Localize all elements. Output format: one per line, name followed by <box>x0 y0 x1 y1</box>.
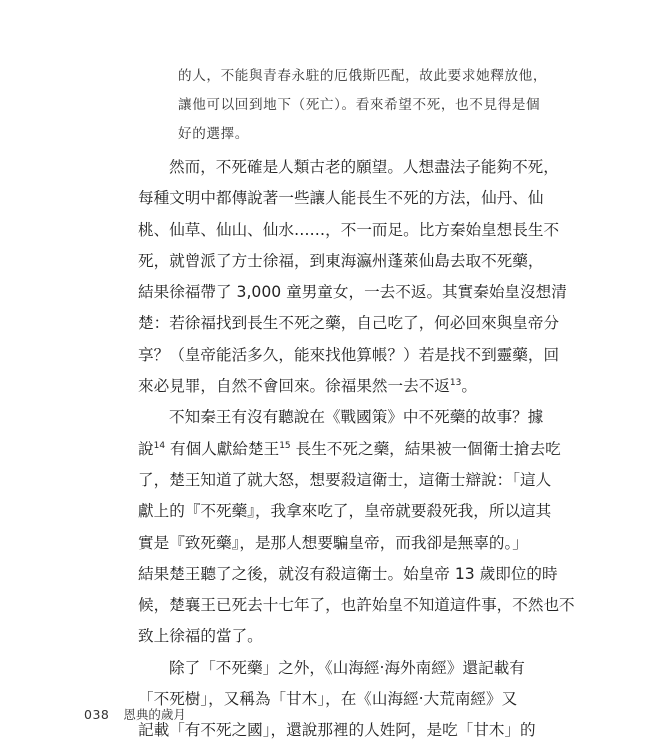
quote-line: 讓他可以回到地下（死亡）。看來希望不死，也不見得是個 <box>178 97 541 113</box>
page-number: 038 <box>84 707 110 722</box>
text-line: 每種文明中都傳說著一些讓人能長生不死的方法，仙丹、仙 <box>138 189 544 208</box>
text-line: 楚：若徐福找到長生不死之藥，自己吃了，何必回來與皇帝分 <box>138 314 560 333</box>
text-line: 桃、仙草、仙山、仙水……，不一而足。比方秦始皇想長生不 <box>138 220 560 239</box>
paragraph-1 <box>138 152 567 402</box>
text-segment: 有個人獻給楚王 <box>165 439 280 458</box>
text-line: 實是『致死藥』，是那人想要騙皇帝，而我卻是無辜的。」 <box>138 533 528 552</box>
text-line: 然而，不死確是人類古老的願望。人想盡法子能夠不死， <box>169 158 559 176</box>
quote-line: 好的選擇。 <box>178 126 249 142</box>
body-text <box>138 152 575 747</box>
paragraph-3 <box>138 653 536 747</box>
footnote-ref-14[interactable]: 14 <box>153 440 166 451</box>
text-line: 致上徐福的當了。 <box>138 627 263 646</box>
text-line: 不知秦王有沒有聽說在《戰國策》中不死藥的故事？據 <box>169 408 544 427</box>
text-segment: 說 <box>138 439 154 458</box>
footnote-ref-15[interactable]: 15 <box>279 440 291 451</box>
text-line: 獻上的『不死藥』，我拿來吃了，皇帝就要殺死我，所以這其 <box>138 502 552 521</box>
paragraph-2 <box>138 402 575 652</box>
text-line: 候，楚襄王已死去十七年了，也許始皇不知道這件事，不然也不 <box>138 596 575 615</box>
text-segment: 。 <box>461 377 477 396</box>
page-footer <box>84 705 186 723</box>
text-line: 記載「有不死之國」，還說那裡的人姓阿，是吃「甘木」的 <box>138 721 536 740</box>
text-line: 除了「不死藥」之外，《山海經‧海外南經》還記載有 <box>169 658 525 677</box>
book-title: 恩典的歲月 <box>123 707 186 722</box>
quote-line: 的人，不能與青春永駐的厄俄斯匹配，故此要求她釋放他， <box>178 68 548 84</box>
text-line: 死，就曾派了方士徐福，到東海瀛州蓬萊仙島去取不死藥， <box>138 251 544 270</box>
text-line: 「不死樹」，又稱為「甘木」，在《山海經‧大荒南經》又 <box>138 690 518 709</box>
text-line <box>138 434 561 465</box>
block-quote <box>178 62 548 149</box>
text-line: 了，楚王知道了就大怒，想要殺這衛士，這衛士辯說：「這人 <box>138 470 552 489</box>
text-line: 結果楚王聽了之後，就沒有殺這衛士。始皇帝 13 歲即位的時 <box>138 564 558 583</box>
footnote-ref-13[interactable]: 13 <box>449 378 462 389</box>
text-segment: 來必見罪，自然不會回來。徐福果然一去不返 <box>138 377 450 396</box>
text-line: 結果徐福帶了 3,000 童男童女，一去不返。其實秦始皇沒想清 <box>138 283 567 302</box>
text-segment: 長生不死之藥，結果被一個衛士搶去吃 <box>290 439 561 458</box>
text-line <box>138 371 524 402</box>
text-line: 享？（皇帝能活多久，能來找他算帳？）若是找不到靈藥，回 <box>138 345 560 364</box>
